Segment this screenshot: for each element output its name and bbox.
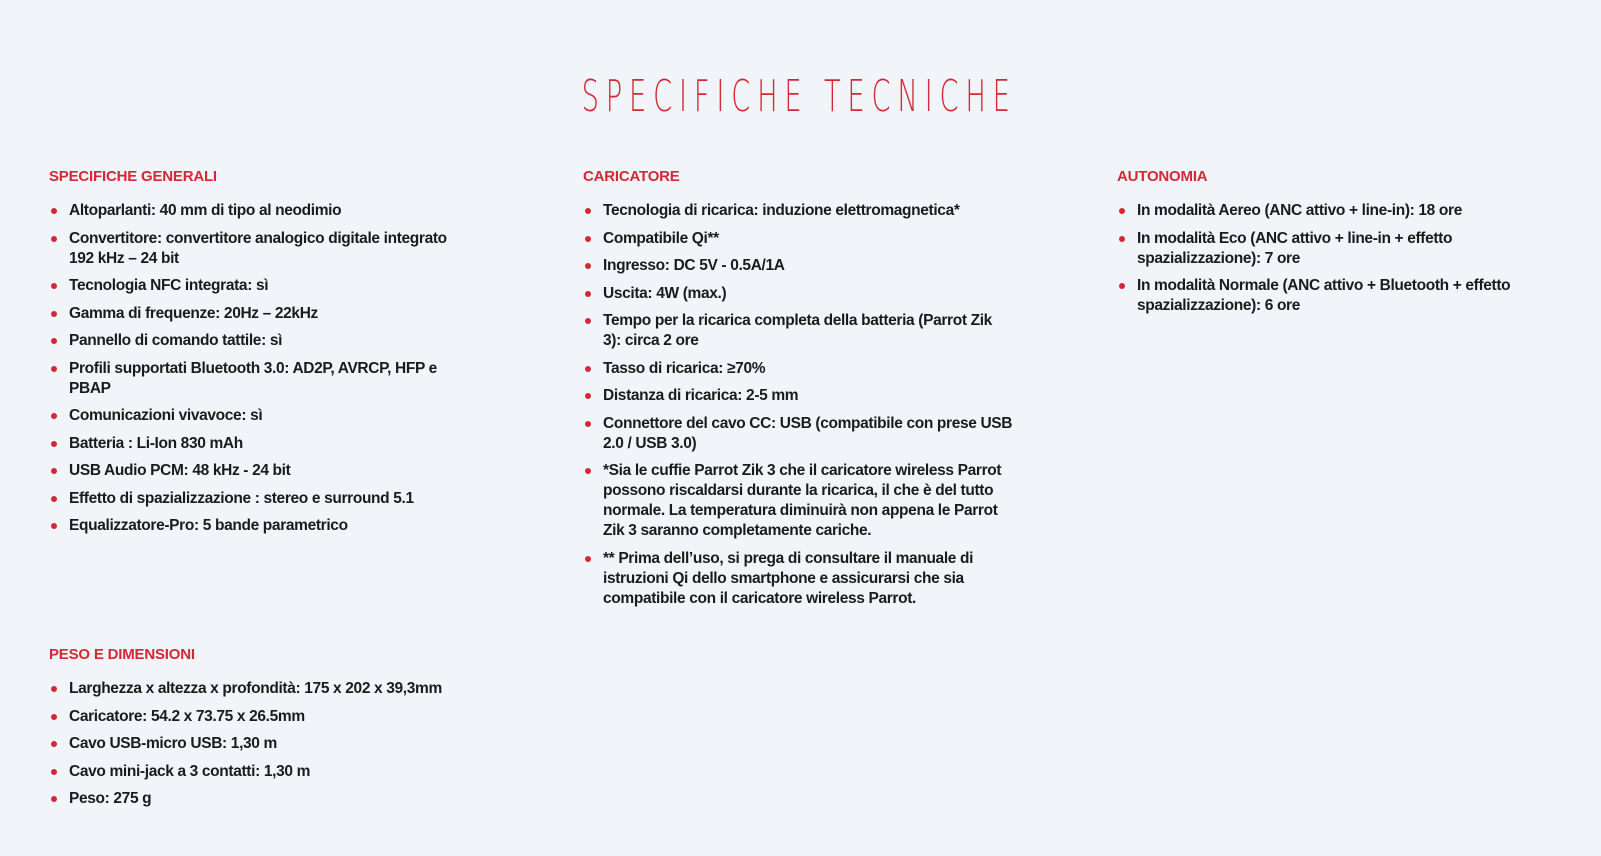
bullet-icon: [51, 236, 57, 242]
list-item: [49, 276, 469, 296]
bullet-icon: [51, 311, 57, 317]
bullet-icon: [1119, 236, 1125, 242]
list-item: [583, 359, 1013, 379]
bullet-icon: [51, 686, 57, 692]
list-item: [1117, 229, 1537, 269]
section-autonomia: [1117, 167, 1537, 324]
spec-list: [49, 201, 469, 536]
list-item-text: USB Audio PCM: 48 kHz - 24 bit: [69, 462, 291, 479]
list-item-text: Gamma di frequenze: 20Hz – 22kHz: [69, 304, 318, 322]
list-item-text: Comunicazioni vivavoce: sì: [69, 407, 263, 424]
list-item: [49, 201, 469, 221]
list-item: [49, 229, 469, 269]
spec-list: [49, 679, 479, 809]
footnote-item: [583, 461, 1013, 541]
bullet-icon: [585, 468, 591, 474]
bullet-icon: [51, 496, 57, 502]
bullet-icon: [585, 291, 591, 297]
list-item: [49, 434, 469, 454]
bullet-icon: [51, 338, 57, 344]
list-item-text: Distanza di ricarica: 2-5 mm: [603, 387, 799, 404]
list-item-text: Cavo USB-micro USB: 1,30 m: [69, 735, 277, 752]
list-item-text: Pannello di comando tattile: sì: [69, 332, 283, 349]
section-peso-e-dimensioni: [49, 645, 479, 817]
bullet-icon: [51, 769, 57, 775]
bullet-icon: [51, 441, 57, 447]
section-specifiche-generali: [49, 167, 469, 544]
list-item-text: Peso: 275 g: [69, 790, 152, 807]
list-item: [583, 414, 1013, 454]
list-item: [583, 386, 1013, 406]
list-item: [49, 304, 469, 324]
spec-list: [1117, 201, 1537, 316]
bullet-icon: [585, 393, 591, 399]
list-item-text: In modalità Eco (ANC attivo + line-in + effetto spazializzazione): 7 ore: [1137, 229, 1453, 267]
list-item-text: Tecnologia di ricarica: induzione elettromagnetica*: [603, 202, 960, 219]
list-item-text: Tasso di ricarica: ≥70%: [603, 359, 766, 377]
list-item: [49, 762, 479, 782]
list-item-text: Equalizzatore-Pro: 5 bande parametrico: [69, 517, 348, 534]
list-item: [583, 201, 1013, 221]
bullet-icon: [585, 236, 591, 242]
bullet-icon: [1119, 208, 1125, 214]
list-item: [49, 516, 469, 536]
list-item-text: In modalità Aereo (ANC attivo + line-in): 18 ore: [1137, 202, 1462, 219]
bullet-icon: [585, 318, 591, 324]
list-item-text: Tecnologia NFC integrata: sì: [69, 277, 269, 294]
section-heading: SPECIFICHE GENERALI: [49, 168, 217, 185]
list-item: [583, 229, 1013, 249]
list-item-text: Effetto di spazializzazione : stereo e surround 5.1: [69, 489, 414, 507]
bullet-icon: [51, 714, 57, 720]
bullet-icon: [51, 283, 57, 289]
list-item: [49, 679, 479, 699]
page-title: SPECIFICHE TECNICHE: [581, 71, 1017, 122]
list-item-text: Caricatore: 54.2 x 73.75 x 26.5mm: [69, 707, 305, 725]
list-item-text: Cavo mini-jack a 3 contatti: 1,30 m: [69, 762, 311, 780]
list-item-text: In modalità Normale (ANC attivo + Bluetooth + effetto spazializzazione): 6 ore: [1137, 277, 1511, 314]
bullet-icon: [51, 523, 57, 529]
list-item: [49, 406, 469, 426]
list-item: [49, 734, 479, 754]
list-item: [49, 707, 479, 727]
bullet-icon: [51, 208, 57, 214]
list-item-text: Tempo per la ricarica completa della batteria (Parrot Zik 3): circa 2 ore: [603, 312, 992, 349]
list-item: [49, 789, 479, 809]
list-item-text: Profili supportati Bluetooth 3.0: AD2P, AVRCP, HFP e PBAP: [69, 359, 437, 397]
bullet-icon: [1119, 283, 1125, 289]
list-item-text: Altoparlanti: 40 mm di tipo al neodimio: [69, 202, 342, 219]
spec-list: [583, 201, 1013, 609]
list-item-text: Uscita: 4W (max.): [603, 284, 727, 302]
section-heading: AUTONOMIA: [1117, 168, 1208, 185]
list-item: [583, 311, 1013, 351]
list-item-text: Ingresso: DC 5V - 0.5A/1A: [603, 257, 785, 274]
bullet-icon: [51, 366, 57, 372]
list-item-text: *Sia le cuffie Parrot Zik 3 che il caricatore wireless Parrot possono riscaldarsi durante la ricarica, il che è del tutto normale. La temperatura diminuirà non appena le Parrot Zik 3 saranno completamente cariche.: [603, 462, 1002, 539]
list-item: [49, 489, 469, 509]
list-item: [1117, 201, 1537, 221]
section-heading: PESO E DIMENSIONI: [49, 646, 195, 663]
list-item-text: ** Prima dell’uso, si prega di consultare il manuale di istruzioni Qi dello smartphone e assicurarsi che sia compatibile con il caricatore wireless Parrot.: [603, 549, 974, 607]
bullet-icon: [585, 421, 591, 427]
bullet-icon: [51, 468, 57, 474]
list-item-text: Connettore del cavo CC: USB (compatibile con prese USB 2.0 / USB 3.0): [603, 414, 1013, 452]
list-item: [583, 256, 1013, 276]
list-item-text: Larghezza x altezza x profondità: 175 x 202 x 39,3mm: [69, 680, 442, 697]
list-item: [49, 331, 469, 351]
bullet-icon: [51, 796, 57, 802]
bullet-icon: [585, 208, 591, 214]
bullet-icon: [585, 556, 591, 562]
list-item-text: Compatibile Qi**: [603, 229, 719, 247]
section-caricatore: [583, 167, 1013, 616]
list-item-text: Convertitore: convertitore analogico digitale integrato 192 kHz – 24 bit: [69, 229, 447, 267]
bullet-icon: [585, 366, 591, 372]
section-heading: CARICATORE: [583, 168, 680, 185]
list-item: [49, 359, 469, 399]
bullet-icon: [51, 741, 57, 747]
bullet-icon: [51, 413, 57, 419]
bullet-icon: [585, 263, 591, 269]
list-item-text: Batteria : Li-Ion 830 mAh: [69, 434, 243, 452]
list-item: [49, 461, 469, 481]
list-item: [583, 284, 1013, 304]
list-item: [1117, 276, 1537, 316]
footnote-item: [583, 549, 1013, 609]
